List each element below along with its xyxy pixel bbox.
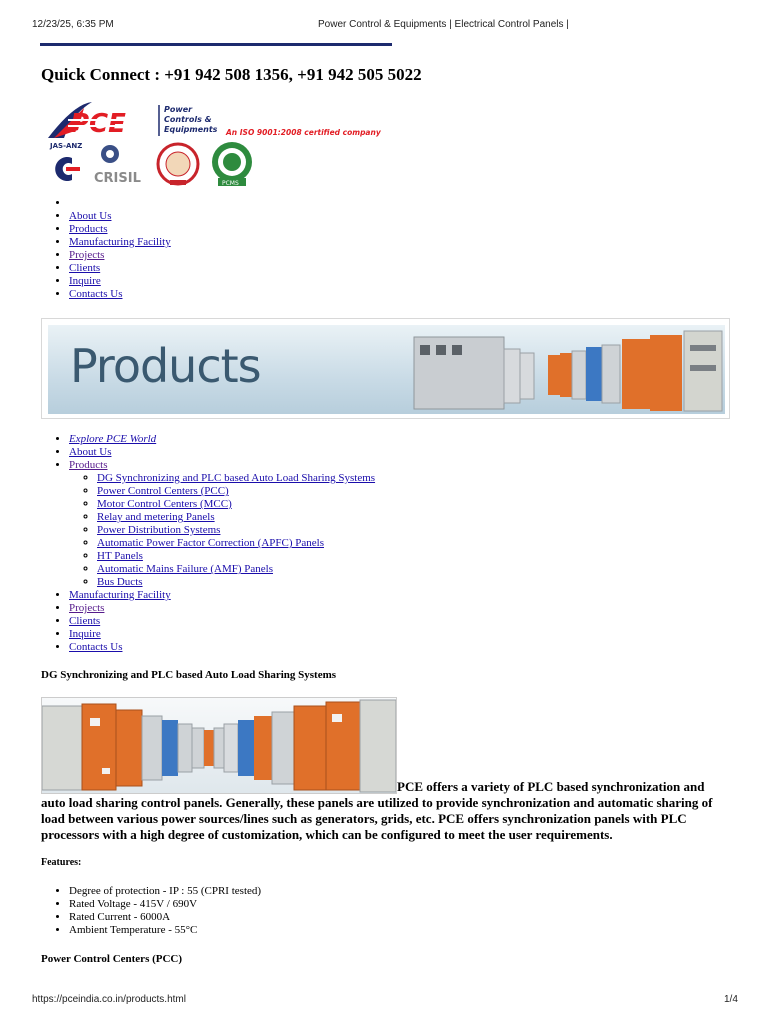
nav-products[interactable] [69,459,375,589]
nav-link-contacts-2[interactable]: Contacts Us [69,641,123,653]
submenu-item[interactable] [97,524,375,537]
pce-logo-icon [44,100,384,190]
nav-link-manufacturing[interactable]: Manufacturing Facility [69,236,171,248]
print-page-title: Power Control & Equipments | Electrical Control Panels | [318,19,569,30]
print-datetime: 12/23/25, 6:35 PM [32,19,114,30]
feature-item: • Rated Voltage - 415V / 690V [69,898,261,911]
submenu-link-dg[interactable]: DG Synchronizing and PLC based Auto Load Sharing Systems [97,472,376,484]
nav-link-projects[interactable]: Projects [69,249,105,261]
feature-item: • Rated Current - 6000A [69,911,261,924]
nav-manufacturing[interactable] [69,589,375,602]
svg-text:PCMS: PCMS [222,180,239,187]
nav-projects[interactable] [69,602,375,615]
panels-illustration-icon [48,325,725,414]
nav-link-inquire-2[interactable]: Inquire [69,628,101,640]
section-heading-pcc: Power Control Centers (PCC) [41,953,183,965]
nav-item-projects[interactable] [69,249,171,262]
submenu-item[interactable] [97,498,375,511]
nav-link-about[interactable]: About Us [69,210,112,222]
print-url: https://pceindia.co.in/products.html [32,994,186,1005]
nav-item-empty [69,197,171,210]
nav-link-clients[interactable]: Clients [69,262,101,274]
submenu-link-distribution[interactable]: Power Distribution Systems [97,524,221,536]
submenu-link-amf[interactable]: Automatic Mains Failure (AMF) Panels [97,563,273,575]
top-navigation [69,197,171,301]
section-heading-dg: DG Synchronizing and PLC based Auto Load Sharing Systems [41,669,337,681]
nav-item-manufacturing[interactable] [69,236,171,249]
nav-link-products-2[interactable]: Products [69,459,108,471]
svg-text:PCE: PCE [70,109,126,139]
svg-text:Controls &: Controls & [164,115,212,124]
svg-text:Power: Power [164,105,193,114]
submenu-link-ht[interactable]: HT Panels [97,550,143,562]
feature-item: • Ambient Temperature - 55°C [69,924,261,937]
submenu-link-pcc[interactable]: Power Control Centers (PCC) [97,485,229,497]
submenu-link-mcc[interactable]: Motor Control Centers (MCC) [97,498,232,510]
nav-link-products[interactable]: Products [69,223,108,235]
nav-clients[interactable] [69,615,375,628]
nav-link-projects-2[interactable]: Projects [69,602,105,614]
submenu-item[interactable] [97,537,375,550]
print-page-count: 1/4 [724,994,738,1005]
main-navigation [69,433,375,654]
banner-title: Products [70,339,261,393]
nav-item-contacts[interactable] [69,288,171,301]
nav-item-inquire[interactable] [69,275,171,288]
submenu-item[interactable] [97,485,375,498]
svg-text:JAS-ANZ: JAS-ANZ [50,142,83,150]
nav-inquire[interactable] [69,628,375,641]
quick-connect: Quick Connect : +91 942 508 1356, +91 942 505 5022 [41,65,422,84]
nav-contacts[interactable] [69,641,375,654]
submenu-link-relay[interactable]: Relay and metering Panels [97,511,215,523]
products-banner [41,318,730,419]
nav-link-contacts[interactable]: Contacts Us [69,288,123,300]
submenu-item[interactable] [97,472,375,485]
submenu-item[interactable] [97,511,375,524]
nav-link-about-2[interactable]: About Us [69,446,112,458]
submenu-item[interactable] [97,576,375,589]
svg-text:CRISIL: CRISIL [94,171,141,186]
feature-item: • Degree of protection - IP : 55 (CPRI tested) [69,885,261,898]
svg-text:Equipments: Equipments [164,125,218,134]
submenu-link-busducts[interactable]: Bus Ducts [97,576,143,588]
top-accent-bar [40,43,392,46]
svg-text:An ISO 9001:2008 certified com: An ISO 9001:2008 certified company [226,128,381,137]
submenu-item[interactable] [97,550,375,563]
nav-item-products[interactable] [69,223,171,236]
nav-explore[interactable] [69,433,375,446]
nav-link-manufacturing-2[interactable]: Manufacturing Facility [69,589,171,601]
products-submenu [69,472,375,589]
submenu-item[interactable] [97,563,375,576]
dg-intro-text: PCE offers a variety of PLC based synchronization and auto load sharing control panels. Generally, these panels are utilized to provide synchronization and automatic sharing of load between various power sources/lines such as generators, grids, etc. PCE offers synchronization panels with PLC processors with a high degree of customization, which can be configured to meet the user requirements. [41,779,713,842]
company-logo[interactable] [44,100,384,190]
nav-link-explore[interactable]: Explore PCE World [69,433,157,445]
submenu-link-apfc[interactable]: Automatic Power Factor Correction (APFC) Panels [97,537,324,549]
nav-link-inquire[interactable]: Inquire [69,275,101,287]
nav-link-clients-2[interactable]: Clients [69,615,101,627]
nav-item-clients[interactable] [69,262,171,275]
nav-about[interactable] [69,446,375,459]
nav-item-about[interactable] [69,210,171,223]
features-list [69,885,261,937]
banner-image [48,325,725,414]
features-label: Features: [41,857,82,868]
